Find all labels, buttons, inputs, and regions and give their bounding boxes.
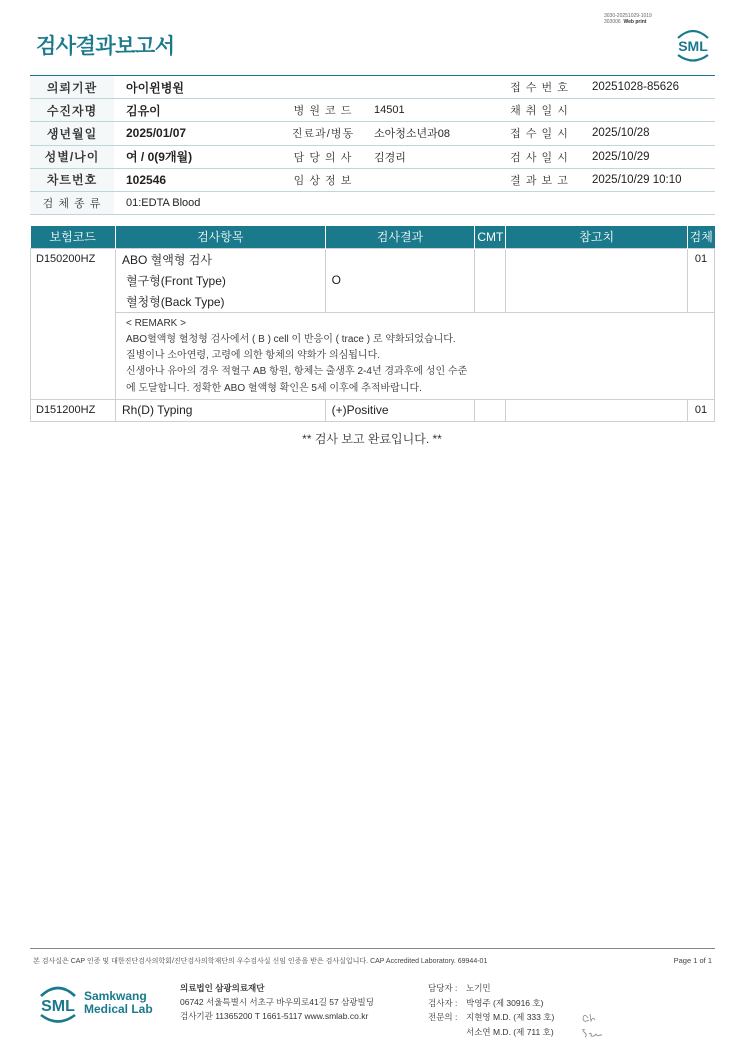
info-value: 2025/10/29 10:10: [592, 173, 682, 186]
remark-line: 에 도달합니다. 정확한 ABO 혈액형 확인은 5세 이후에 추적바랍니다.: [125, 382, 422, 394]
info-label: 검 사 일 시: [500, 146, 579, 168]
test-result: [325, 248, 475, 312]
info-label: [283, 76, 363, 98]
footer-divider: [30, 948, 715, 949]
info-value: 2025/10/29: [592, 150, 650, 163]
table-row: [31, 248, 715, 312]
sub-test-name: 혈구형(Front Type): [125, 273, 226, 288]
page-title: 검사결과보고서: [36, 35, 175, 58]
info-label: 담 당 의 사: [283, 146, 363, 168]
result-value: [326, 291, 475, 312]
info-value: 김경리: [374, 151, 406, 164]
info-row: [30, 76, 715, 99]
completion-note: ** 검사 보고 완료입니다. **: [302, 432, 442, 446]
info-row: [30, 146, 715, 169]
info-row: [30, 99, 715, 122]
test-result: [325, 399, 475, 421]
info-label: 결 과 보 고: [500, 169, 579, 191]
reference-cell: [506, 248, 688, 312]
info-value: 102546: [126, 172, 167, 187]
test-item: [115, 248, 325, 312]
test-item: [115, 399, 325, 421]
brand-name: Samkwang Medical Lab: [84, 989, 153, 1016]
sml-footer-logo: [37, 982, 79, 1026]
cmt-cell: [475, 399, 506, 421]
remark-line: 신생아나 유아의 경우 적혈구 AB 항원, 항체는 출생후 2-4년 경과후에 성인 수준: [125, 366, 468, 378]
test-name: ABO 혈액형 검사: [121, 252, 212, 267]
info-label: [500, 192, 579, 214]
sub-test-name: 혈청형(Back Type): [125, 294, 225, 309]
info-value: 14501: [374, 104, 405, 117]
svg-text:SML: SML: [678, 38, 708, 54]
specimen-code: 01: [687, 248, 714, 312]
info-row: [30, 122, 715, 145]
insurance-code: D150200HZ: [31, 248, 116, 399]
result-value: (+)Positive: [331, 403, 389, 418]
table-row: [31, 399, 715, 421]
results-table: [30, 226, 715, 422]
info-label: 검 체 종 류: [30, 192, 114, 214]
info-row: [30, 169, 715, 192]
remark-row: [31, 312, 715, 399]
info-label: 임 상 정 보: [283, 169, 363, 191]
info-label: 접 수 번 호: [500, 76, 579, 98]
info-value: 01:EDTA Blood: [126, 197, 201, 210]
info-label: 접 수 일 시: [500, 122, 579, 144]
svg-text:SML: SML: [41, 998, 75, 1015]
info-label: 생년월일: [30, 122, 114, 144]
info-value: 20251028-85626: [592, 81, 679, 94]
info-label: 진료과/병동: [283, 122, 363, 144]
result-value: O: [331, 273, 341, 287]
header-result: 검사결과: [325, 226, 475, 248]
info-label: 성별/나이: [30, 146, 114, 168]
signature-image: [580, 1008, 610, 1040]
header-item: 검사항목: [115, 226, 325, 248]
insurance-code: D151200HZ: [31, 399, 116, 421]
corporate-info: 의료법인 삼광의료재단 06742 서울특별시 서초구 바우뫼로41길 57 삼광빌딩 검사기관 11365200 T 1661-5117 www.smlab.co.kr: [180, 983, 374, 1021]
sml-logo: [672, 26, 714, 64]
info-label: 병 원 코 드: [283, 99, 363, 121]
info-value: 2025/10/28: [592, 127, 650, 140]
info-row: [30, 192, 715, 215]
remark-line: 질병이나 소아연령, 고령에 의한 항체의 약화가 의심됩니다.: [125, 350, 381, 362]
remark-line: ABO혈액형 혈청형 검사에서 ( B ) cell 이 반응이 ( trace ) 로 약화되었습니다.: [125, 333, 456, 345]
header-code: 보험코드: [31, 226, 116, 248]
remark-cell: [115, 312, 714, 399]
certification-note: 본 검사실은 CAP 인증 및 대한진단검사의학회/진단검사의학재단의 우수검사실 신임 인증을 받은 검사실입니다. CAP Accredited Laboratory. 69944-01: [33, 958, 488, 965]
info-label: 의뢰기관: [30, 76, 114, 98]
header-cmt: CMT: [475, 226, 506, 248]
header-ref: 참고치: [506, 226, 688, 248]
cmt-cell: [475, 248, 506, 312]
info-label: [283, 192, 363, 214]
info-value: 2025/01/07: [126, 126, 187, 141]
info-label: 차트번호: [30, 169, 114, 191]
info-label: 수진자명: [30, 99, 114, 121]
header-spec: 검체: [687, 226, 714, 248]
patient-info-table: [30, 75, 715, 215]
info-value: 소아청소년과08: [374, 128, 450, 141]
print-code: 3030-20251029-1019 303006 Web print: [604, 13, 652, 25]
info-value: 김유이: [126, 103, 161, 118]
info-value: 아이윈병원: [126, 80, 184, 95]
remark-title: < REMARK >: [125, 317, 186, 329]
reference-cell: [506, 399, 688, 421]
test-name: Rh(D) Typing: [121, 403, 193, 418]
page-number: Page 1 of 1: [673, 956, 712, 965]
staff-info: 담당자 : 노기민 검사자 : 박영주 (제 30916 호) 전문의 : 지현영 M.D. (제 333 호) 서소연 M.D. (제 711 호): [428, 983, 555, 1037]
results-header-row: [31, 226, 715, 248]
specimen-code: 01: [687, 399, 714, 421]
info-value: 여 / 0(9개월): [126, 150, 193, 165]
info-label: 채 취 일 시: [500, 99, 579, 121]
